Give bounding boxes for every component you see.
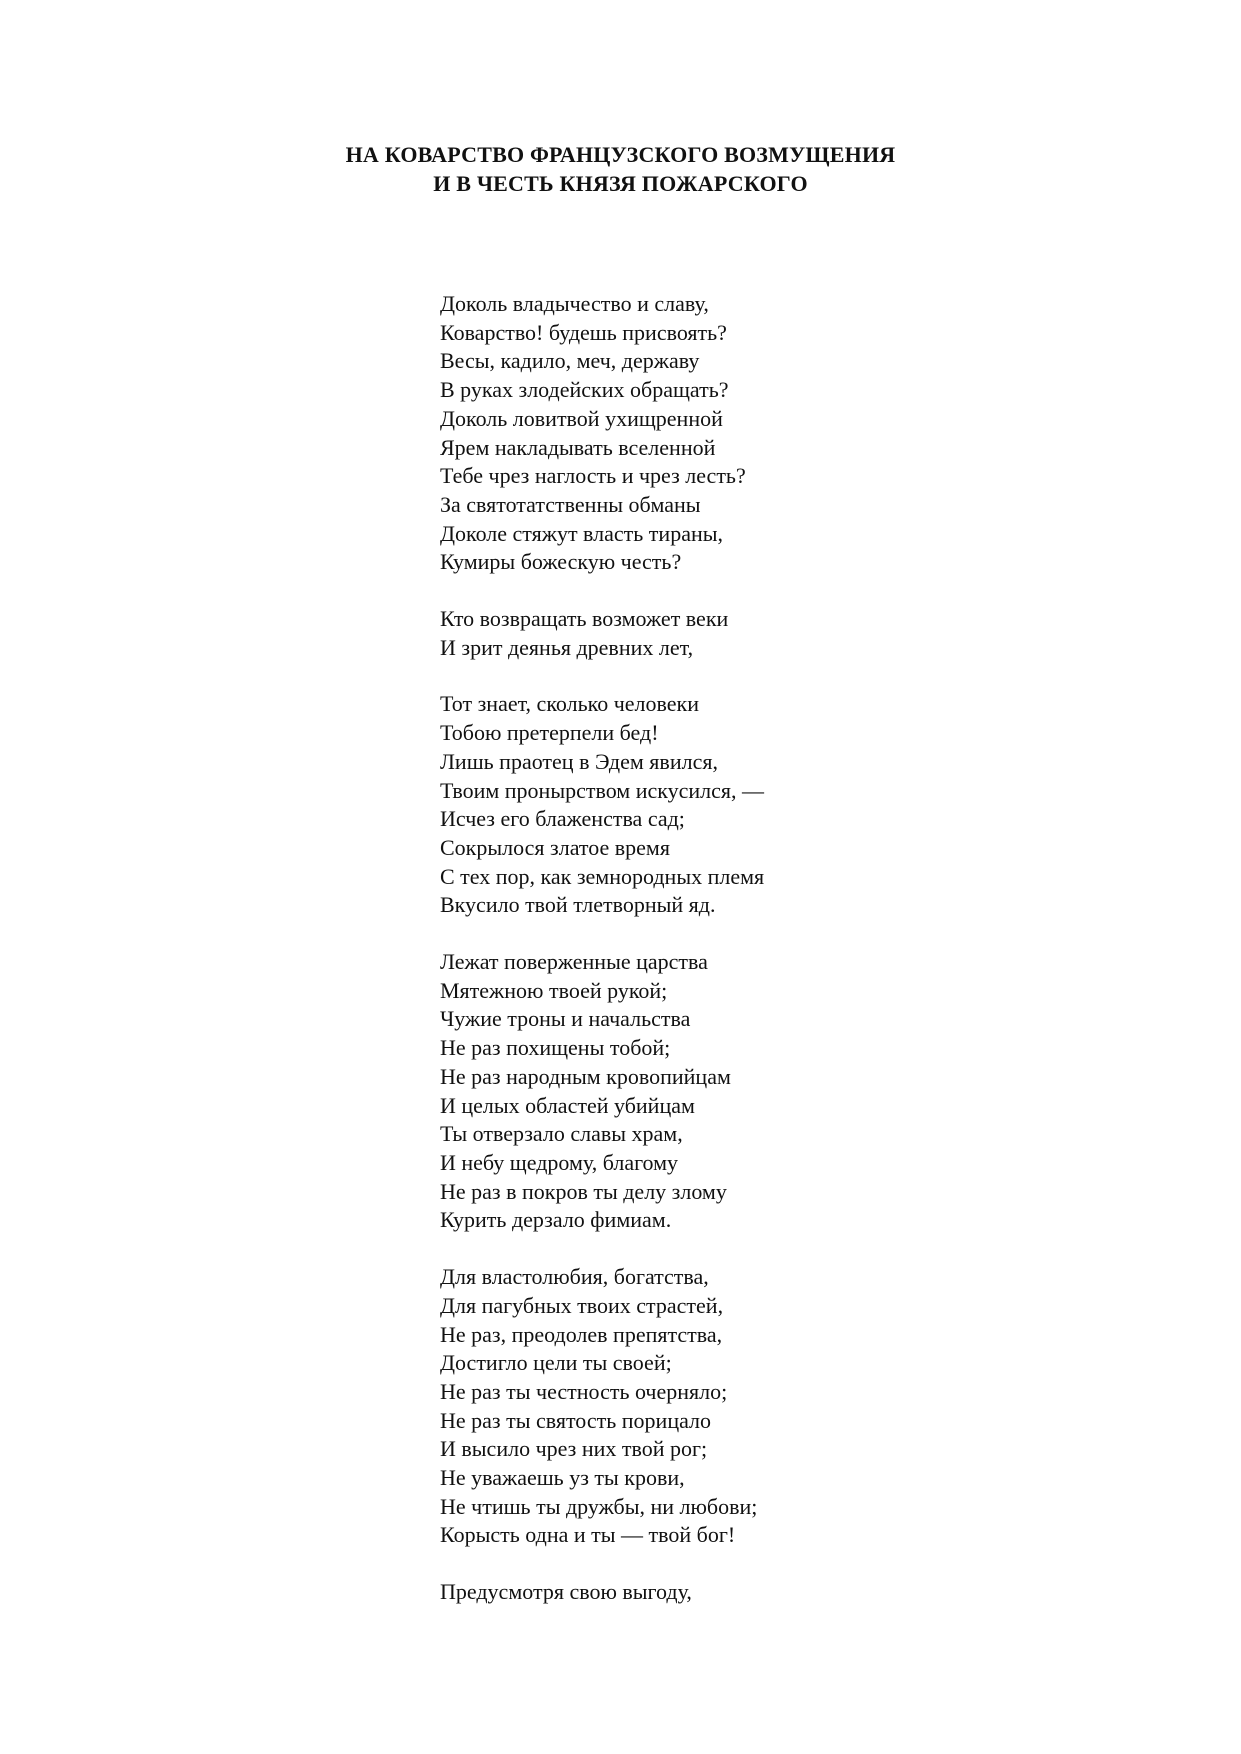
verse-line: Весы, кадило, меч, державу — [440, 348, 700, 374]
stanza-5 — [440, 1263, 1000, 1550]
verse-line: Твоим пронырством искусился, — — [440, 777, 765, 803]
verse-line: Для пагубных твоих страстей, — [440, 1292, 724, 1318]
verse-line: Доколе стяжут власть тираны, — [440, 520, 724, 546]
verse-line: Не уважаешь уз ты крови, — [440, 1465, 685, 1491]
verse-line: Чужие троны и начальства — [440, 1006, 691, 1032]
verse-line: Доколь владычество и славу, — [440, 291, 709, 316]
verse-line: И зрит деянья древних лет, — [440, 634, 694, 660]
verse-line: Тот знает, сколько человеки — [440, 691, 699, 717]
stanza-2 — [440, 605, 1000, 662]
verse-line: С тех пор, как земнородных племя — [440, 863, 765, 889]
verse-line: Кто возвращать возможет веки — [440, 606, 729, 632]
verse-line: Кумиры божескую честь? — [440, 549, 682, 575]
poem-body — [440, 290, 1000, 1635]
verse-line: Исчез его блаженства сад; — [440, 806, 685, 832]
verse-line: Не раз похищены тобой; — [440, 1035, 671, 1061]
verse-line: Лишь праотец в Эдем явился, — [440, 748, 718, 774]
verse-line: В руках злодейских обращать? — [440, 377, 729, 403]
verse-line: Не раз, преодолев препятства, — [440, 1321, 723, 1347]
stanza-1 — [440, 290, 1000, 577]
verse-line: Не раз народным кровопийцам — [440, 1063, 731, 1089]
stanza-3 — [440, 690, 1000, 920]
verse-line: За святотатственны обманы — [440, 491, 701, 517]
verse-line: Доколь ловитвой ухищренной — [440, 405, 723, 431]
verse-line: Вкусило твой тлетворный яд. — [440, 892, 716, 918]
verse-line: И высило чрез них твой рог; — [440, 1436, 708, 1462]
poem-title — [0, 140, 1241, 198]
verse-line: И небу щедрому, благому — [440, 1149, 679, 1175]
verse-line: Достигло цели ты своей; — [440, 1350, 672, 1376]
verse-line: Коварство! будешь присвоять? — [440, 319, 727, 345]
verse-line: Для властолюбия, богатства, — [440, 1264, 709, 1290]
verse-line: Корысть одна и ты — твой бог! — [440, 1522, 736, 1548]
verse-line: И целых областей убийцам — [440, 1092, 695, 1118]
stanza-6 — [440, 1578, 1000, 1607]
title-line-2: И В ЧЕСТЬ КНЯЗЯ ПОЖАРСКОГО — [433, 171, 808, 196]
verse-line: Курить дерзало фимиам. — [440, 1207, 672, 1233]
title-line-1: НА КОВАРСТВО ФРАНЦУЗСКОГО ВОЗМУЩЕНИЯ — [345, 142, 896, 167]
verse-line: Предусмотря свою выгоду, — [440, 1579, 692, 1605]
verse-line: Ярем накладывать вселенной — [440, 434, 716, 460]
verse-line: Ты отверзало славы храм, — [440, 1121, 683, 1147]
verse-line: Тобою претерпели бед! — [440, 720, 659, 746]
verse-line: Тебе чрез наглость и чрез лесть? — [440, 463, 746, 489]
verse-line: Не раз ты честность очерняло; — [440, 1378, 728, 1404]
stanza-4 — [440, 948, 1000, 1235]
verse-line: Сокрылося златое время — [440, 834, 670, 860]
verse-line: Мятежною твоей рукой; — [440, 977, 668, 1003]
verse-line: Лежат поверженные царства — [440, 949, 708, 975]
verse-line: Не раз ты святость порицало — [440, 1407, 712, 1433]
verse-line: Не чтишь ты дружбы, ни любови; — [440, 1493, 758, 1519]
verse-line: Не раз в покров ты делу злому — [440, 1178, 727, 1204]
